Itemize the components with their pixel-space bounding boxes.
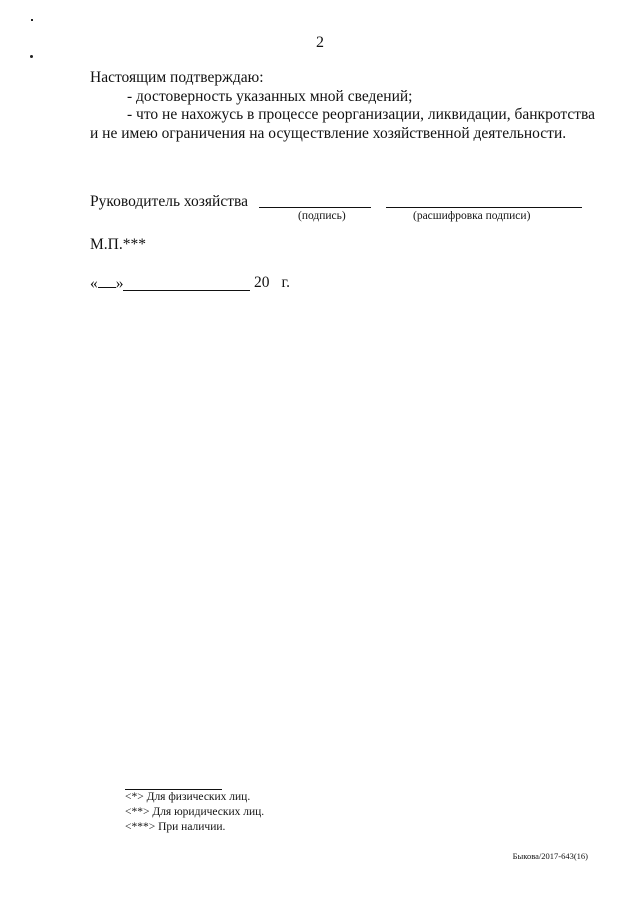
date-open-quote: « [90, 275, 98, 292]
page-number: 2 [316, 34, 324, 51]
confirmation-item-2: - что не нахожусь в процессе реорганизации, ликвидации, банкротства [127, 106, 595, 123]
confirmation-block [90, 69, 610, 143]
date-close-quote: » [115, 275, 124, 292]
year-field [254, 274, 290, 292]
confirmation-intro: Настоящим подтверждаю: [90, 69, 264, 86]
scan-dot [31, 19, 33, 21]
footnote-3: <***> При наличии. [125, 821, 226, 833]
document-code: Быкова/2017-643(16) [512, 851, 588, 861]
scan-dot [30, 55, 33, 58]
signature-caption: (подпись) [298, 210, 346, 222]
confirmation-item-1: - достоверность указанных мной сведений; [127, 87, 413, 105]
signature-line [259, 207, 371, 208]
year-suffix: г. [281, 274, 290, 291]
date-row [90, 274, 124, 293]
footnotes [125, 790, 264, 835]
day-blank [98, 274, 116, 288]
stamp-placeholder: М.П.*** [90, 236, 146, 253]
confirmation-item-2-continuation: и не имею ограничения на осуществление хозяйственной деятельности. [90, 124, 567, 142]
year-prefix: 20 [254, 274, 270, 291]
footnote-1: <*> Для физических лиц. [125, 791, 251, 803]
signature-decode-line [386, 207, 582, 208]
month-blank-line [123, 290, 250, 291]
footnote-2: <**> Для юридических лиц. [125, 806, 265, 818]
signature-decode-caption: (расшифровка подписи) [413, 210, 531, 222]
signature-role-label: Руководитель хозяйства [90, 193, 248, 210]
